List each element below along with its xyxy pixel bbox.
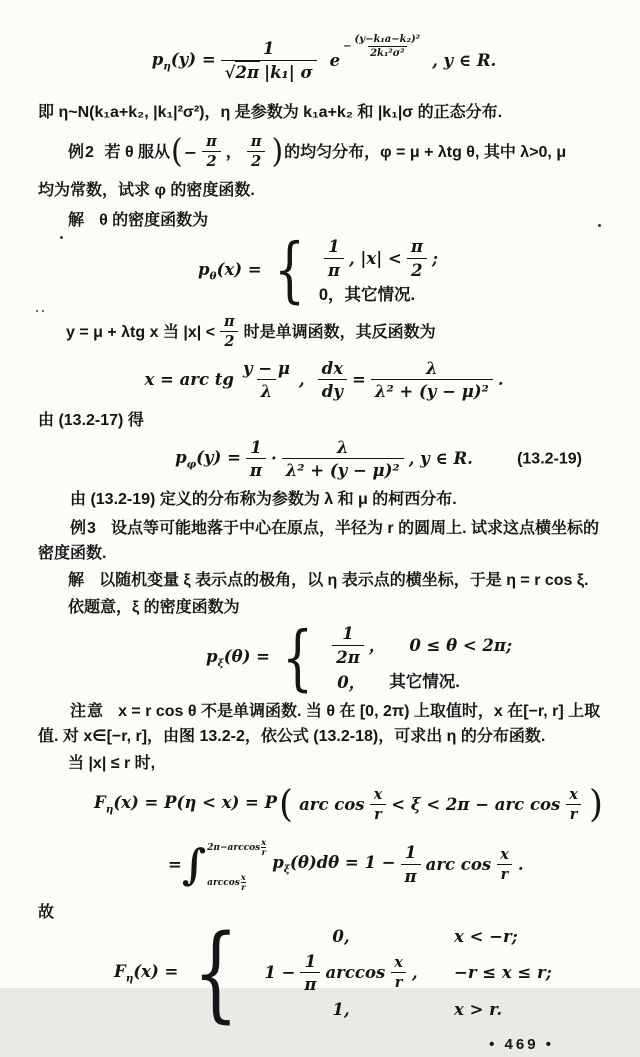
ptheta-frac1: $\frac{1}{\pi}$ <box>324 237 344 281</box>
sqrt-symbol: √ <box>224 63 236 82</box>
Fcase1: 0, x < −r; <box>332 926 518 946</box>
F1-middle: < ξ < 2π − arc cos <box>391 794 561 814</box>
paragraph-cauchy-definition: 由 (13.2-19) 定义的分布称为参数为 λ 和 μ 的柯西分布. <box>70 491 457 509</box>
left-paren: ( <box>279 782 294 826</box>
F1-frac1: $\frac{x}{r}$ <box>370 787 387 823</box>
paragraph-note <box>38 699 610 749</box>
equation-inverse-function <box>38 357 610 403</box>
integral-lower-limit: arccos x r <box>207 872 246 894</box>
inv-period: . <box>497 370 504 390</box>
equation-F-eta-1 <box>38 782 610 828</box>
Fcase3: 1, x > r. <box>332 1000 503 1020</box>
example3-label: 例3 <box>70 520 97 538</box>
eq1-e: e <box>329 51 341 71</box>
equation-F-eta-cases <box>38 912 610 1034</box>
F2-arccos: arc cos <box>425 854 492 874</box>
eq1-exp-sign: − <box>343 40 352 52</box>
solution3-text: 以随机变量 ξ 表示点的极角，以 η 表示点的横坐标，于是 η = r cos ξ. <box>99 572 589 590</box>
solution2-label: 解 <box>68 212 86 229</box>
scan-speck <box>60 236 63 239</box>
scan-speck <box>598 224 601 227</box>
F2-integrand: $p_\xi(\theta)d\theta = 1$ − <box>272 853 396 876</box>
note-label: 注意 <box>70 702 105 720</box>
scan-speck <box>42 310 44 312</box>
scan-speck <box>36 310 38 312</box>
equation-normal-density <box>38 30 610 92</box>
F1-lhs: $F_\eta(x) = P(\eta < x) = P$ <box>94 793 278 816</box>
paragraph-according: 依题意，ξ 的密度函数为 <box>68 599 240 617</box>
F2-frac1: $\frac{1}{\pi}$ <box>401 843 421 887</box>
monotone-text2: 时是单调函数，其反函数为 <box>243 323 436 341</box>
paragraph-solution3 <box>38 568 610 593</box>
page-number: • 469 • <box>489 1035 554 1053</box>
paragraph-solution2 <box>38 208 610 233</box>
example2-label: 例2 <box>68 143 95 161</box>
Fcase2-frac1: $\frac{1}{\pi}$ <box>300 952 320 996</box>
F1-frac2: $\frac{x}{r}$ <box>565 787 582 823</box>
inv-lhs: x = arc tg <box>144 370 234 390</box>
note-text: x = r cos θ 不是单调函数. 当 θ 在 [0, 2π) 上取值时，x 在[−r, r] 上取值. 对 x∈[−r, r]，由图 13.2-2，依公式 (13.2-18)，可求出 η 的分布函数. <box>38 702 601 745</box>
paragraph-by-formula-17: 由 (13.2-17) 得 <box>38 412 144 430</box>
cauchy-frac1: $\frac{1}{\pi}$ <box>246 438 266 482</box>
eq1-exp-num: (y−k₁a−k₂)² <box>354 33 421 45</box>
solution3-label: 解 <box>68 572 86 590</box>
equation-p-theta <box>38 229 610 312</box>
inv-equals: = <box>352 370 366 390</box>
eq1-p-sub: η <box>163 59 171 72</box>
Fcase2-frac2: $\frac{x}{r}$ <box>390 955 407 991</box>
left-brace: { <box>282 617 314 700</box>
example2-comma: ， <box>225 143 242 161</box>
integral-upper-limit: 2π−arccos x r <box>207 837 267 859</box>
pxi-lhs: $p_\xi(\theta)$ = <box>206 647 270 670</box>
inv-frac3: $\frac{\lambda}{\text{λ² + (y − μ)²}}$ <box>371 359 493 403</box>
eq1-radicand: 2π <box>235 63 260 82</box>
paragraph-monotone <box>38 311 610 353</box>
eq1-exp-den: 2k₁²σ² <box>370 47 405 59</box>
paragraph-example2 <box>38 131 610 173</box>
eq1-coef-num: 1 <box>262 39 275 59</box>
ptheta-case2: 0，其它情况. <box>318 285 416 304</box>
eq1-p: p <box>151 49 164 69</box>
left-brace: { <box>193 912 240 1034</box>
inv-comma: , <box>298 370 305 390</box>
integral-sign: ∫ <box>181 839 207 889</box>
ptheta-lhs: $p_\theta(x)$ = <box>198 259 262 283</box>
monotone-text1: y = μ + λtg x 当 |x| < <box>66 323 216 341</box>
paragraph-example3 <box>38 516 610 566</box>
F2-equals: = <box>168 854 182 874</box>
left-brace: { <box>273 229 305 312</box>
right-paren: ) <box>271 132 284 171</box>
eq1-exp-fraction <box>353 34 423 59</box>
F2-frac2: $\frac{x}{r}$ <box>496 847 513 883</box>
inv-frac1: $\frac{y - \mu}{\lambda}$ <box>242 358 290 402</box>
paragraph-gu: 故 <box>38 903 55 921</box>
Fcase2: 1 − $\frac{1}{\pi}$ arccos $\frac{x}{r}$ , −r ≤ x ≤ r; <box>264 951 552 995</box>
equation-p-xi <box>38 617 610 700</box>
example2-fraction2: $\frac{\pi}{2}$ <box>247 134 266 170</box>
ptheta-case1: $\frac{1}{\pi}$ , |x| < $\frac{\pi}{2}$ ; <box>319 237 438 281</box>
eq1-den-rest: |k₁| σ <box>264 63 313 82</box>
eq1-lhs-rest: (y) = <box>170 49 216 69</box>
pxi-case2: 0， 其它情况. <box>337 672 460 692</box>
eq1-lhs <box>152 50 216 73</box>
equation-cauchy-row <box>38 437 610 481</box>
paragraph-when-abs-x: 当 |x| ≤ r 时, <box>68 754 156 772</box>
cauchy-dot: · <box>270 449 277 469</box>
ptheta-frac2: $\frac{\pi}{2}$ <box>407 237 427 281</box>
example2-minus: − <box>183 142 198 162</box>
Fcases-lhs: $F_\eta(x)$ = <box>114 961 179 985</box>
eq1-exponent <box>343 34 423 59</box>
monotone-fraction: $\frac{\pi}{2}$ <box>220 314 239 350</box>
F2-period: . <box>517 854 524 874</box>
inv-frac2: $\frac{dx}{dy}$ <box>318 359 347 403</box>
pxi-frac: $\frac{1}{2\pi}$ <box>332 624 364 668</box>
pxi-cases <box>327 624 512 692</box>
paragraph-constants: 均为常数，试求 φ 的密度函数. <box>38 182 255 199</box>
right-paren: ) <box>588 782 603 826</box>
integral-limits <box>207 839 266 893</box>
cauchy-domain: , y ∈ R. <box>408 449 473 469</box>
eq1-coef-den <box>221 60 317 83</box>
equation-F-eta-2 <box>38 838 610 892</box>
example2-text1: 若 θ 服从 <box>104 143 171 161</box>
paragraph-normal-result: 即 η~N(k₁a+k₂, |k₁|²σ²)，η 是参数为 k₁a+k₂ 和 |k₁|σ 的正态分布. <box>38 104 503 121</box>
cauchy-frac2: $\frac{\lambda}{\text{λ² + (y − μ)²}}$ <box>282 438 404 482</box>
pxi-case1: $\frac{1}{2\pi}$ ， 0 ≤ θ < 2π; <box>327 624 512 668</box>
ptheta-cases <box>319 237 438 305</box>
Fcases <box>256 927 574 1020</box>
left-paren: ( <box>171 132 183 171</box>
F1-arccos1: arc cos <box>299 794 365 814</box>
example2-fraction1: $\frac{\pi}{2}$ <box>202 134 221 170</box>
solution2-text: θ 的密度函数为 <box>99 212 209 229</box>
eq1-domain: , y ∈ R. <box>432 51 497 71</box>
eq1-coefficient-fraction <box>221 39 317 83</box>
cauchy-lhs: $p_\varphi(y)$ = <box>175 447 241 471</box>
example2-text2: 的均匀分布，φ = μ + λtg θ, 其中 λ>0, μ <box>284 143 567 161</box>
equation-number-13-2-19: (13.2-19) <box>517 450 582 468</box>
example3-text: 设点等可能地落于中心在原点，半径为 r 的圆周上. 试求这点横坐标的密度函数. <box>38 520 599 563</box>
